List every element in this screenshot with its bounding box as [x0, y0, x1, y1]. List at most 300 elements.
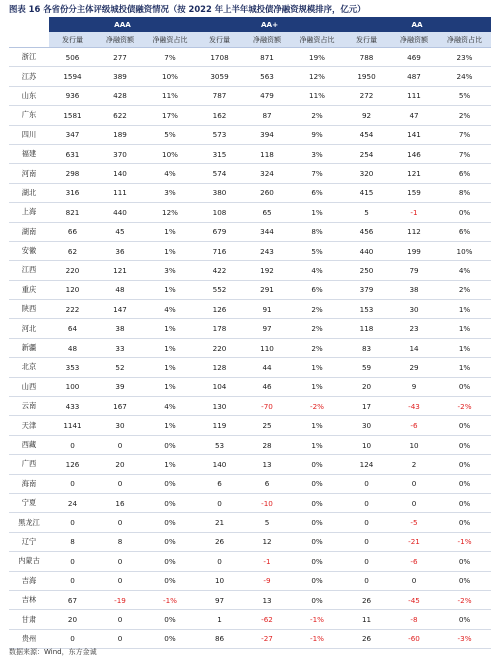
- cell-aa-net-financing: -6: [390, 552, 438, 571]
- cell-aaplus-net-ratio: 5%: [291, 241, 343, 260]
- cell-aaa-net-financing: 428: [96, 86, 144, 105]
- cell-aa-issuance: 83: [343, 338, 390, 357]
- cell-aaa-net-financing: 0: [96, 571, 144, 590]
- cell-aaa-issuance: 821: [49, 203, 96, 222]
- cell-aaa-net-ratio: 12%: [144, 203, 196, 222]
- cell-aaa-net-ratio: 1%: [144, 358, 196, 377]
- col-header-net-ratio: 净融资占比: [438, 32, 491, 48]
- cell-aaplus-net-ratio: 1%: [291, 358, 343, 377]
- cell-aa-net-ratio: 4%: [438, 261, 491, 280]
- cell-aaplus-net-ratio: 1%: [291, 203, 343, 222]
- cell-aaa-issuance: 100: [49, 377, 96, 396]
- cell-aaplus-issuance: 178: [196, 319, 243, 338]
- table-row: [9, 338, 491, 357]
- table-row: [9, 48, 491, 67]
- cell-aaa-issuance: 1581: [49, 106, 96, 125]
- table-row: [9, 532, 491, 551]
- cell-aaplus-issuance: 787: [196, 86, 243, 105]
- col-header-net-financing: 净融资额: [96, 32, 144, 48]
- cell-aaa-issuance: 0: [49, 571, 96, 590]
- cell-aaa-net-financing: 189: [96, 125, 144, 144]
- table-row: [9, 280, 491, 299]
- cell-aaplus-issuance: 1708: [196, 48, 243, 67]
- cell-province: 江西: [9, 261, 49, 280]
- cell-aaa-issuance: 631: [49, 144, 96, 163]
- cell-aaplus-net-financing: 12: [243, 532, 291, 551]
- cell-aaa-net-financing: 30: [96, 416, 144, 435]
- cell-aaa-net-financing: 39: [96, 377, 144, 396]
- cell-aa-net-ratio: -1%: [438, 532, 491, 551]
- cell-province: 西藏: [9, 435, 49, 454]
- cell-aa-issuance: 0: [343, 571, 390, 590]
- cell-province: 广东: [9, 106, 49, 125]
- table-row: [9, 183, 491, 202]
- cell-aaa-issuance: 347: [49, 125, 96, 144]
- cell-aa-net-ratio: 2%: [438, 280, 491, 299]
- table-row: [9, 493, 491, 512]
- table-row: [9, 106, 491, 125]
- cell-aaplus-net-ratio: 2%: [291, 319, 343, 338]
- cell-aaa-net-ratio: 1%: [144, 338, 196, 357]
- cell-aa-issuance: 11: [343, 610, 390, 629]
- cell-province: 广西: [9, 455, 49, 474]
- cell-aa-net-financing: 469: [390, 48, 438, 67]
- cell-aa-net-ratio: 0%: [438, 203, 491, 222]
- cell-aaa-issuance: 353: [49, 358, 96, 377]
- table-row: [9, 358, 491, 377]
- cell-province: 宁夏: [9, 493, 49, 512]
- table-row: [9, 144, 491, 163]
- corner-cell: [9, 32, 49, 48]
- cell-aaa-net-financing: 8: [96, 532, 144, 551]
- cell-aaplus-net-financing: 5: [243, 513, 291, 532]
- cell-aa-net-financing: 159: [390, 183, 438, 202]
- cell-aaplus-net-ratio: 3%: [291, 144, 343, 163]
- cell-aa-net-ratio: 0%: [438, 610, 491, 629]
- cell-aaplus-issuance: 86: [196, 629, 243, 648]
- cell-aa-net-ratio: 0%: [438, 513, 491, 532]
- table-row: [9, 571, 491, 590]
- cell-aa-issuance: 10: [343, 435, 390, 454]
- cell-aa-net-ratio: 7%: [438, 125, 491, 144]
- cell-aa-net-financing: 199: [390, 241, 438, 260]
- cell-aa-net-ratio: 1%: [438, 319, 491, 338]
- cell-aaa-net-financing: 20: [96, 455, 144, 474]
- cell-aa-net-financing: -60: [390, 629, 438, 648]
- cell-aaa-net-ratio: 0%: [144, 571, 196, 590]
- col-header-net-financing: 净融资额: [390, 32, 438, 48]
- cell-aa-issuance: 379: [343, 280, 390, 299]
- cell-aaa-net-financing: 0: [96, 552, 144, 571]
- cell-aaplus-issuance: 53: [196, 435, 243, 454]
- cell-aaplus-net-ratio: 1%: [291, 416, 343, 435]
- cell-aa-issuance: 250: [343, 261, 390, 280]
- cell-aaa-net-financing: 33: [96, 338, 144, 357]
- table-row: [9, 397, 491, 416]
- cell-aaa-issuance: 220: [49, 261, 96, 280]
- cell-province: 浙江: [9, 48, 49, 67]
- cell-aaa-net-ratio: -1%: [144, 590, 196, 609]
- cell-aaplus-net-ratio: 0%: [291, 590, 343, 609]
- cell-aaplus-net-ratio: 0%: [291, 552, 343, 571]
- cell-aaa-net-ratio: 0%: [144, 435, 196, 454]
- cell-aaplus-issuance: 128: [196, 358, 243, 377]
- cell-aa-issuance: 0: [343, 513, 390, 532]
- cell-province: 山西: [9, 377, 49, 396]
- cell-aaa-issuance: 0: [49, 474, 96, 493]
- cell-aaplus-issuance: 679: [196, 222, 243, 241]
- cell-aaplus-issuance: 6: [196, 474, 243, 493]
- cell-aaa-net-ratio: 1%: [144, 416, 196, 435]
- cell-aaplus-net-financing: 192: [243, 261, 291, 280]
- cell-aaplus-net-financing: 291: [243, 280, 291, 299]
- cell-aaplus-net-ratio: -1%: [291, 610, 343, 629]
- cell-aaplus-issuance: 140: [196, 455, 243, 474]
- cell-province: 内蒙古: [9, 552, 49, 571]
- figure-title: 图表 16 各省份分主体评级城投债融资情况（按 2022 年上半年城投债净融资规模排序，亿元）: [9, 4, 366, 14]
- cell-aaa-issuance: 0: [49, 513, 96, 532]
- cell-aaplus-issuance: 220: [196, 338, 243, 357]
- table-row: [9, 629, 491, 648]
- cell-aaplus-issuance: 574: [196, 164, 243, 183]
- cell-aa-net-ratio: 0%: [438, 571, 491, 590]
- cell-aa-issuance: 153: [343, 300, 390, 319]
- cell-aa-net-financing: -5: [390, 513, 438, 532]
- cell-aaa-net-financing: 48: [96, 280, 144, 299]
- cell-aaplus-net-financing: -10: [243, 493, 291, 512]
- cell-aaplus-issuance: 97: [196, 590, 243, 609]
- cell-aa-net-financing: 29: [390, 358, 438, 377]
- cell-aaplus-net-financing: 13: [243, 590, 291, 609]
- cell-aaplus-net-ratio: 0%: [291, 455, 343, 474]
- cell-aa-net-financing: -8: [390, 610, 438, 629]
- cell-aa-net-financing: 38: [390, 280, 438, 299]
- table-body: [9, 48, 491, 649]
- cell-aaplus-net-ratio: 19%: [291, 48, 343, 67]
- cell-aaplus-net-financing: -1: [243, 552, 291, 571]
- cell-aaplus-net-ratio: -1%: [291, 629, 343, 648]
- cell-aaplus-issuance: 0: [196, 552, 243, 571]
- cell-aa-net-ratio: 1%: [438, 338, 491, 357]
- table-row: [9, 222, 491, 241]
- cell-aaplus-issuance: 130: [196, 397, 243, 416]
- cell-aaplus-issuance: 162: [196, 106, 243, 125]
- cell-aaa-net-financing: 140: [96, 164, 144, 183]
- cell-province: 吉林: [9, 590, 49, 609]
- cell-aa-net-ratio: 10%: [438, 241, 491, 260]
- cell-aaa-net-financing: 0: [96, 474, 144, 493]
- cell-aaa-net-financing: 0: [96, 629, 144, 648]
- cell-aaa-issuance: 936: [49, 86, 96, 105]
- group-header-row: [9, 17, 491, 32]
- cell-aa-net-ratio: 0%: [438, 493, 491, 512]
- table-row: [9, 610, 491, 629]
- cell-province: 上海: [9, 203, 49, 222]
- cell-aaplus-net-ratio: 0%: [291, 474, 343, 493]
- cell-aaplus-net-financing: 65: [243, 203, 291, 222]
- cell-aa-net-ratio: 1%: [438, 358, 491, 377]
- cell-aaplus-net-ratio: 1%: [291, 435, 343, 454]
- cell-aaa-issuance: 48: [49, 338, 96, 357]
- cell-aaplus-net-financing: 46: [243, 377, 291, 396]
- cell-aaa-net-financing: 167: [96, 397, 144, 416]
- cell-aa-issuance: 26: [343, 629, 390, 648]
- cell-aaplus-net-financing: -70: [243, 397, 291, 416]
- column-header-row: [9, 32, 491, 48]
- cell-aaa-net-ratio: 4%: [144, 397, 196, 416]
- cell-aa-net-financing: 30: [390, 300, 438, 319]
- cell-province: 福建: [9, 144, 49, 163]
- cell-aaa-net-financing: 45: [96, 222, 144, 241]
- col-header-net-ratio: 净融资占比: [291, 32, 343, 48]
- table-row: [9, 513, 491, 532]
- cell-aa-net-financing: 9: [390, 377, 438, 396]
- cell-aaplus-net-ratio: 0%: [291, 571, 343, 590]
- cell-aaplus-issuance: 315: [196, 144, 243, 163]
- cell-aaa-net-ratio: 0%: [144, 629, 196, 648]
- cell-aa-issuance: 1950: [343, 67, 390, 86]
- cell-aa-net-financing: 0: [390, 493, 438, 512]
- col-header-net-ratio: 净融资占比: [144, 32, 196, 48]
- cell-aaplus-issuance: 0: [196, 493, 243, 512]
- cell-aaplus-net-ratio: 6%: [291, 183, 343, 202]
- cell-aaa-issuance: 1141: [49, 416, 96, 435]
- table-row: [9, 455, 491, 474]
- cell-aaplus-net-financing: 13: [243, 455, 291, 474]
- cell-province: 北京: [9, 358, 49, 377]
- cell-aaa-issuance: 1594: [49, 67, 96, 86]
- cell-aaplus-net-financing: 28: [243, 435, 291, 454]
- cell-aa-issuance: 320: [343, 164, 390, 183]
- cell-aa-net-financing: 487: [390, 67, 438, 86]
- cell-aaplus-issuance: 21: [196, 513, 243, 532]
- cell-aaplus-net-financing: 110: [243, 338, 291, 357]
- cell-province: 河北: [9, 319, 49, 338]
- cell-aaplus-issuance: 552: [196, 280, 243, 299]
- cell-aaplus-net-ratio: 6%: [291, 280, 343, 299]
- cell-aaa-net-ratio: 3%: [144, 183, 196, 202]
- cell-province: 新疆: [9, 338, 49, 357]
- cell-aaplus-issuance: 10: [196, 571, 243, 590]
- cell-aa-issuance: 59: [343, 358, 390, 377]
- cell-aaplus-net-financing: 563: [243, 67, 291, 86]
- cell-aa-net-ratio: 0%: [438, 552, 491, 571]
- cell-aaa-issuance: 64: [49, 319, 96, 338]
- cell-aaa-net-financing: 277: [96, 48, 144, 67]
- cell-aaplus-net-ratio: 1%: [291, 377, 343, 396]
- table-row: [9, 319, 491, 338]
- cell-aa-net-ratio: 0%: [438, 474, 491, 493]
- cell-aaplus-net-ratio: 7%: [291, 164, 343, 183]
- cell-aaplus-net-ratio: 2%: [291, 106, 343, 125]
- cell-aaplus-net-financing: 87: [243, 106, 291, 125]
- cell-aaa-net-financing: 622: [96, 106, 144, 125]
- cell-province: 山东: [9, 86, 49, 105]
- cell-aaplus-net-financing: 260: [243, 183, 291, 202]
- table-row: [9, 474, 491, 493]
- cell-aaa-issuance: 62: [49, 241, 96, 260]
- cell-aaa-net-financing: 38: [96, 319, 144, 338]
- corner-cell: [9, 17, 49, 32]
- table-row: [9, 86, 491, 105]
- cell-aaa-net-ratio: 4%: [144, 164, 196, 183]
- cell-aaplus-net-financing: 344: [243, 222, 291, 241]
- cell-aa-issuance: 440: [343, 241, 390, 260]
- cell-aa-issuance: 456: [343, 222, 390, 241]
- cell-aa-net-ratio: 7%: [438, 144, 491, 163]
- cell-aaa-net-financing: 111: [96, 183, 144, 202]
- cell-aa-net-financing: 0: [390, 474, 438, 493]
- col-header-net-financing: 净融资额: [243, 32, 291, 48]
- cell-aa-net-financing: 10: [390, 435, 438, 454]
- cell-aa-net-ratio: 1%: [438, 300, 491, 319]
- cell-aa-net-financing: 47: [390, 106, 438, 125]
- cell-aaa-net-ratio: 0%: [144, 552, 196, 571]
- cell-aaplus-net-financing: 25: [243, 416, 291, 435]
- cell-aa-net-ratio: 24%: [438, 67, 491, 86]
- cell-aa-issuance: 118: [343, 319, 390, 338]
- cell-aa-issuance: 5: [343, 203, 390, 222]
- cell-aaplus-net-financing: 97: [243, 319, 291, 338]
- cell-aaa-issuance: 24: [49, 493, 96, 512]
- cell-aa-issuance: 0: [343, 552, 390, 571]
- cell-aaa-issuance: 120: [49, 280, 96, 299]
- cell-aaa-net-ratio: 1%: [144, 319, 196, 338]
- cell-aaa-net-financing: 52: [96, 358, 144, 377]
- cell-aaa-net-ratio: 10%: [144, 144, 196, 163]
- cell-aaa-net-ratio: 5%: [144, 125, 196, 144]
- cell-province: 天津: [9, 416, 49, 435]
- cell-aa-net-financing: 111: [390, 86, 438, 105]
- financing-table: [9, 17, 491, 649]
- cell-province: 四川: [9, 125, 49, 144]
- cell-aa-net-financing: 0: [390, 571, 438, 590]
- cell-aaplus-issuance: 422: [196, 261, 243, 280]
- cell-aaa-issuance: 126: [49, 455, 96, 474]
- cell-aaa-net-ratio: 0%: [144, 610, 196, 629]
- cell-province: 海南: [9, 474, 49, 493]
- cell-aaa-net-ratio: 10%: [144, 67, 196, 86]
- cell-aaplus-net-ratio: 11%: [291, 86, 343, 105]
- cell-aaa-net-ratio: 0%: [144, 493, 196, 512]
- cell-province: 河南: [9, 164, 49, 183]
- cell-aaplus-net-ratio: 4%: [291, 261, 343, 280]
- cell-aaplus-net-ratio: 0%: [291, 493, 343, 512]
- cell-aaplus-issuance: 573: [196, 125, 243, 144]
- cell-aa-issuance: 254: [343, 144, 390, 163]
- group-aa-header: AA: [343, 17, 491, 32]
- group-aaa-header: AAA: [49, 17, 196, 32]
- cell-aaa-issuance: 0: [49, 435, 96, 454]
- cell-aaplus-net-financing: 243: [243, 241, 291, 260]
- cell-province: 云南: [9, 397, 49, 416]
- col-header-issuance: 发行量: [343, 32, 390, 48]
- cell-aaa-net-ratio: 3%: [144, 261, 196, 280]
- cell-province: 辽宁: [9, 532, 49, 551]
- cell-aaa-net-ratio: 1%: [144, 377, 196, 396]
- cell-aa-net-ratio: 0%: [438, 416, 491, 435]
- cell-aa-net-financing: 141: [390, 125, 438, 144]
- cell-aa-issuance: 415: [343, 183, 390, 202]
- cell-aa-issuance: 272: [343, 86, 390, 105]
- cell-aaa-net-financing: 36: [96, 241, 144, 260]
- cell-aaa-net-ratio: 0%: [144, 513, 196, 532]
- col-header-issuance: 发行量: [49, 32, 96, 48]
- cell-aaa-issuance: 506: [49, 48, 96, 67]
- cell-aa-issuance: 20: [343, 377, 390, 396]
- cell-aaplus-net-financing: 871: [243, 48, 291, 67]
- table-row: [9, 203, 491, 222]
- cell-aaa-net-ratio: 4%: [144, 300, 196, 319]
- cell-aa-issuance: 0: [343, 493, 390, 512]
- cell-aaplus-net-financing: 479: [243, 86, 291, 105]
- table-row: [9, 125, 491, 144]
- cell-aa-net-ratio: 2%: [438, 106, 491, 125]
- cell-province: 贵州: [9, 629, 49, 648]
- cell-aaplus-net-financing: 394: [243, 125, 291, 144]
- cell-aa-issuance: 454: [343, 125, 390, 144]
- cell-aa-net-financing: -21: [390, 532, 438, 551]
- cell-province: 重庆: [9, 280, 49, 299]
- cell-aa-net-ratio: 5%: [438, 86, 491, 105]
- cell-aaa-issuance: 0: [49, 629, 96, 648]
- cell-aaplus-issuance: 1: [196, 610, 243, 629]
- table-row: [9, 416, 491, 435]
- table-row: [9, 261, 491, 280]
- cell-aaplus-issuance: 108: [196, 203, 243, 222]
- cell-aa-net-ratio: 0%: [438, 435, 491, 454]
- cell-province: 甘肃: [9, 610, 49, 629]
- cell-aaa-issuance: 316: [49, 183, 96, 202]
- cell-aa-net-ratio: 23%: [438, 48, 491, 67]
- cell-aa-net-ratio: 6%: [438, 222, 491, 241]
- cell-aa-issuance: 0: [343, 474, 390, 493]
- cell-aaa-issuance: 20: [49, 610, 96, 629]
- cell-aaa-net-financing: 0: [96, 513, 144, 532]
- cell-aaa-net-ratio: 1%: [144, 222, 196, 241]
- table-row: [9, 590, 491, 609]
- cell-aaa-net-financing: 0: [96, 435, 144, 454]
- cell-aaplus-issuance: 716: [196, 241, 243, 260]
- cell-aaplus-issuance: 3059: [196, 67, 243, 86]
- cell-aa-net-financing: -45: [390, 590, 438, 609]
- cell-aaplus-net-ratio: 2%: [291, 300, 343, 319]
- cell-aa-net-financing: 14: [390, 338, 438, 357]
- cell-aa-net-ratio: -3%: [438, 629, 491, 648]
- cell-province: 安徽: [9, 241, 49, 260]
- cell-aaplus-issuance: 380: [196, 183, 243, 202]
- cell-aaa-net-ratio: 1%: [144, 280, 196, 299]
- cell-aaplus-net-financing: -9: [243, 571, 291, 590]
- cell-aaplus-net-ratio: 2%: [291, 338, 343, 357]
- cell-aaa-net-ratio: 0%: [144, 532, 196, 551]
- cell-aaa-issuance: 67: [49, 590, 96, 609]
- cell-aa-net-financing: 79: [390, 261, 438, 280]
- cell-aa-net-financing: 146: [390, 144, 438, 163]
- cell-aaa-net-ratio: 0%: [144, 474, 196, 493]
- table-row: [9, 435, 491, 454]
- cell-aaplus-issuance: 104: [196, 377, 243, 396]
- cell-aa-issuance: 30: [343, 416, 390, 435]
- cell-aa-net-ratio: 8%: [438, 183, 491, 202]
- cell-aaplus-net-ratio: 8%: [291, 222, 343, 241]
- cell-aaa-net-financing: -19: [96, 590, 144, 609]
- cell-aaplus-net-ratio: 0%: [291, 513, 343, 532]
- cell-aaplus-issuance: 119: [196, 416, 243, 435]
- cell-aaa-net-financing: 370: [96, 144, 144, 163]
- cell-aaa-net-financing: 121: [96, 261, 144, 280]
- cell-province: 吉海: [9, 571, 49, 590]
